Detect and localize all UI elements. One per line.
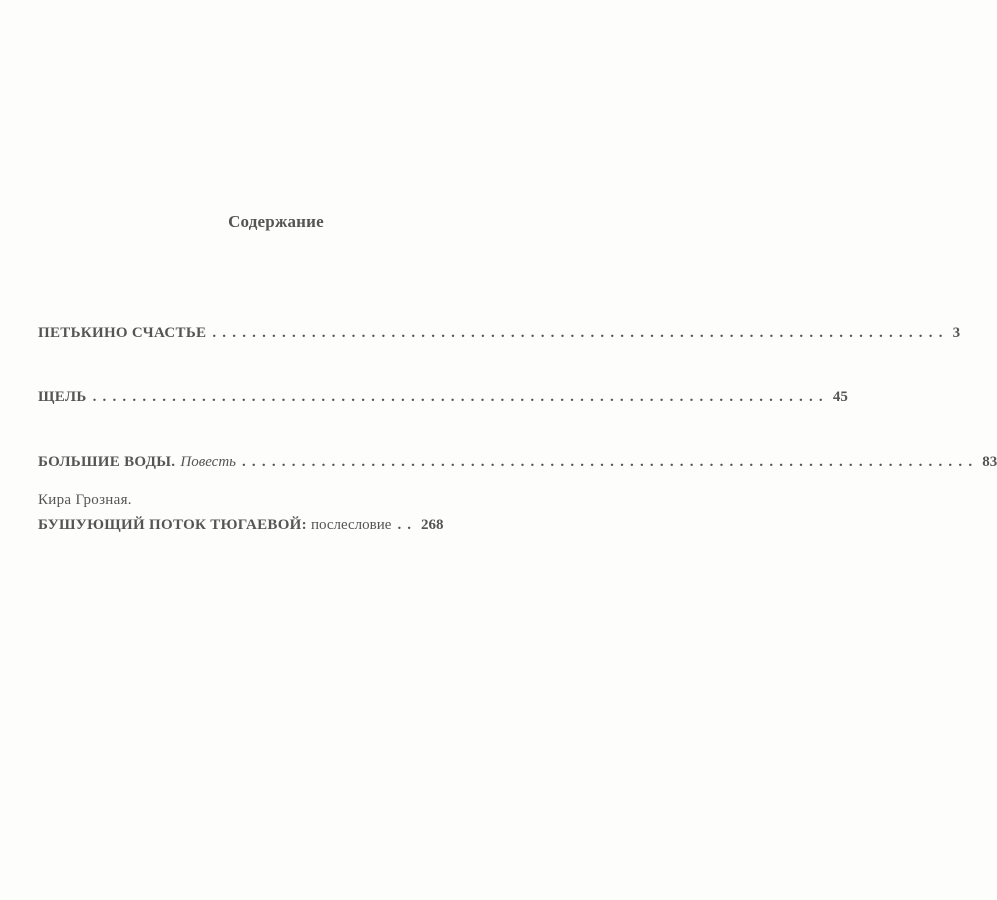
toc-entry-page: 268 <box>420 517 444 533</box>
toc-entry-page: 3 <box>952 325 961 341</box>
toc-entry-afterword <box>38 517 530 534</box>
toc-entry-shchel <box>38 389 848 406</box>
toc-entry-title: ПЕТЬКИНО СЧАСТЬЕ <box>38 325 207 341</box>
toc-entry-title: БУШУЮЩИЙ ПОТОК ТЮГАЕВОЙ: <box>38 517 307 533</box>
toc-entry-subtitle: Повесть <box>180 454 236 470</box>
toc-leader-dots: .......................................................................... <box>92 389 829 405</box>
afterword-author: Кира Грозная. <box>38 492 132 508</box>
toc-entry-title: ЩЕЛЬ <box>38 389 87 405</box>
toc-entry-subtitle: послесловие <box>310 517 392 533</box>
toc-entry-title: БОЛЬШИЕ ВОДЫ. <box>38 454 176 470</box>
toc-entry-page: 83 <box>982 454 997 470</box>
toc-leader-dots: .......................................................................... <box>241 454 979 470</box>
toc-entry-page: 45 <box>832 389 848 405</box>
toc-leader-dots: .. <box>397 517 417 533</box>
toc-entry-bolshie-vody <box>38 454 997 471</box>
toc-leader-dots: .......................................................................... <box>212 325 949 341</box>
toc-entry-petkino <box>38 325 961 342</box>
contents-heading: Содержание <box>228 212 324 231</box>
